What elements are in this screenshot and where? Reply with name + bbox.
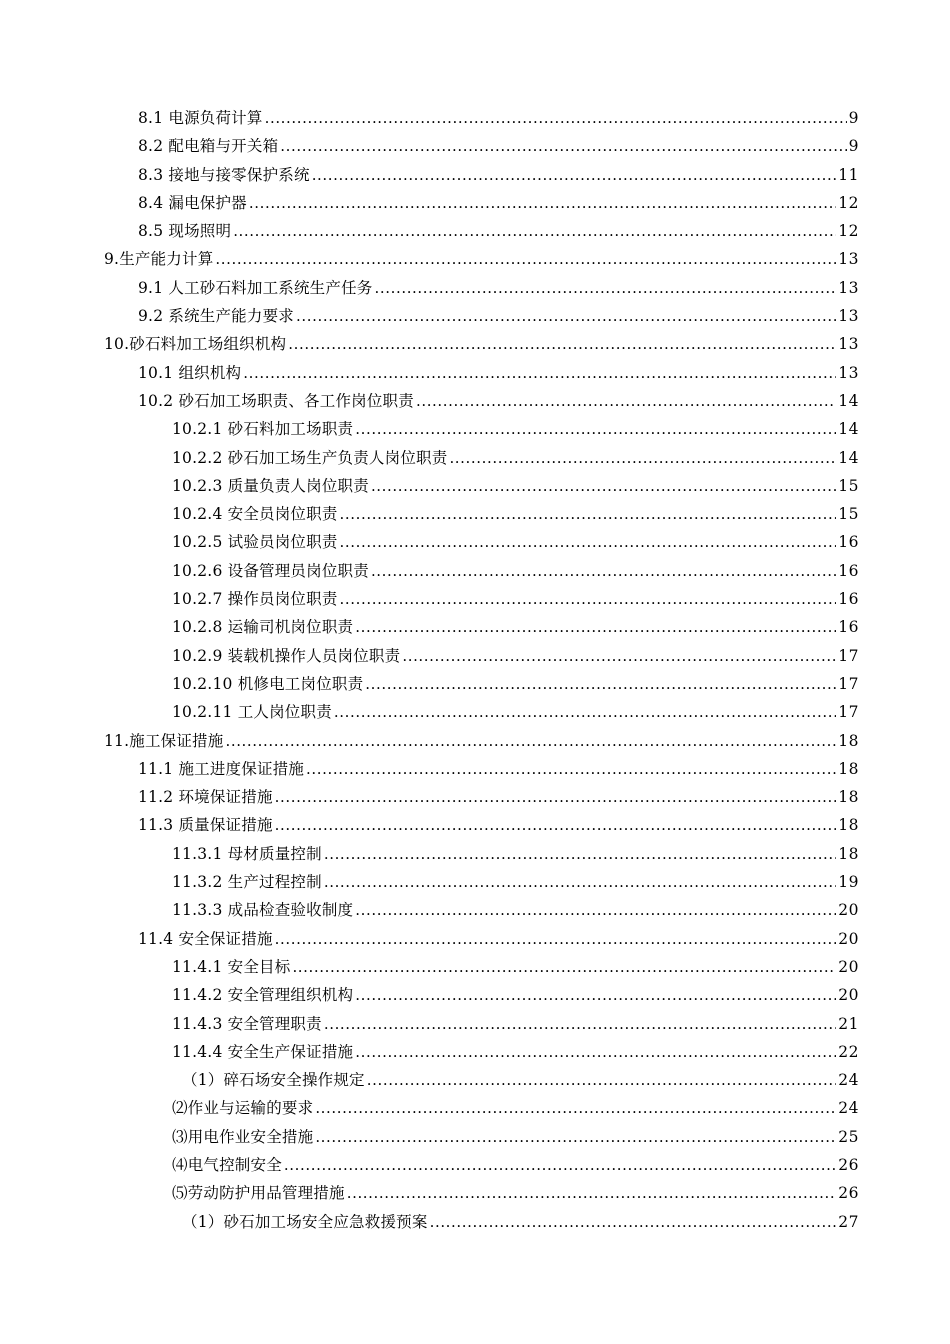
toc-dot-leader bbox=[296, 302, 836, 330]
toc-entry[interactable] bbox=[0, 896, 950, 924]
toc-entry-title: 11.4.2 安全管理组织机构 bbox=[172, 986, 354, 1005]
toc-entry-title: 9.2 系统生产能力要求 bbox=[138, 307, 294, 326]
toc-dot-leader bbox=[243, 359, 836, 387]
toc-entry[interactable] bbox=[0, 217, 950, 245]
toc-entry-page-number: 16 bbox=[838, 618, 859, 637]
toc-dot-leader bbox=[416, 387, 836, 415]
toc-entry[interactable] bbox=[0, 1038, 950, 1066]
toc-entry-page-number: 18 bbox=[838, 788, 859, 807]
toc-entry-page-number: 17 bbox=[838, 674, 859, 693]
toc-entry-title: 10.2.10 机修电工岗位职责 bbox=[172, 674, 364, 693]
toc-entry[interactable] bbox=[0, 245, 950, 273]
toc-entry[interactable] bbox=[0, 925, 950, 953]
toc-entry-title: 11.4 安全保证措施 bbox=[138, 929, 273, 948]
toc-entry[interactable] bbox=[0, 189, 950, 217]
toc-entry-page-number: 15 bbox=[838, 476, 859, 495]
toc-dot-leader bbox=[284, 1151, 836, 1179]
toc-dot-leader bbox=[288, 330, 836, 358]
toc-entry[interactable] bbox=[0, 557, 950, 585]
toc-entry-title: ⑶用电作业安全措施 bbox=[172, 1127, 314, 1146]
toc-dot-leader bbox=[402, 642, 836, 670]
toc-entry-title: 11.3.2 生产过程控制 bbox=[172, 873, 322, 892]
toc-entry-title: 8.5 现场照明 bbox=[138, 222, 232, 241]
toc-entry-page-number: 16 bbox=[838, 533, 859, 552]
toc-entry-title: 10.2.3 质量负责人岗位职责 bbox=[172, 476, 369, 495]
toc-entry-page-number: 22 bbox=[838, 1042, 859, 1061]
toc-entry-title: 9.生产能力计算 bbox=[104, 250, 214, 269]
toc-entry[interactable] bbox=[0, 1010, 950, 1038]
toc-entry[interactable] bbox=[0, 840, 950, 868]
toc-dot-leader bbox=[355, 896, 836, 924]
toc-entry-title: 11.4.1 安全目标 bbox=[172, 957, 291, 976]
toc-entry[interactable] bbox=[0, 670, 950, 698]
toc-entry-page-number: 21 bbox=[838, 1014, 859, 1033]
toc-dot-leader bbox=[449, 444, 836, 472]
toc-dot-leader bbox=[355, 415, 836, 443]
toc-entry-page-number: 14 bbox=[838, 420, 859, 439]
toc-dot-leader bbox=[347, 1179, 837, 1207]
toc-entry-title: 9.1 人工砂石料加工系统生产任务 bbox=[138, 278, 373, 297]
toc-dot-leader bbox=[324, 868, 836, 896]
toc-entry[interactable] bbox=[0, 359, 950, 387]
toc-dot-leader bbox=[371, 557, 836, 585]
toc-entry-title: 8.1 电源负荷计算 bbox=[138, 109, 263, 127]
toc-entry-page-number: 17 bbox=[838, 646, 859, 665]
toc-entry[interactable] bbox=[0, 274, 950, 302]
toc-dot-leader bbox=[312, 161, 837, 189]
toc-entry[interactable] bbox=[0, 727, 950, 755]
toc-dot-leader bbox=[355, 1038, 836, 1066]
toc-entry-title: 10.2.5 试验员岗位职责 bbox=[172, 533, 338, 552]
toc-entry-title: 11.1 施工进度保证措施 bbox=[138, 759, 305, 778]
toc-dot-leader bbox=[324, 840, 836, 868]
toc-entry[interactable] bbox=[0, 472, 950, 500]
toc-entry-page-number: 13 bbox=[838, 250, 859, 269]
toc-entry-title: 10.2.11 工人岗位职责 bbox=[172, 703, 332, 722]
toc-entry-page-number: 18 bbox=[838, 731, 859, 750]
toc-dot-leader bbox=[306, 755, 836, 783]
toc-dot-leader bbox=[275, 783, 837, 811]
toc-entry-page-number: 26 bbox=[838, 1155, 859, 1174]
toc-entry-title: 11.2 环境保证措施 bbox=[138, 788, 273, 807]
toc-dot-leader bbox=[233, 217, 836, 245]
toc-entry-page-number: 19 bbox=[838, 873, 859, 892]
toc-entry-page-number: 20 bbox=[838, 901, 859, 920]
toc-entry-title: 10.2.8 运输司机岗位职责 bbox=[172, 618, 354, 637]
toc-entry-page-number: 13 bbox=[838, 363, 859, 382]
toc-entry-page-number: 18 bbox=[838, 759, 859, 778]
toc-entry[interactable] bbox=[0, 302, 950, 330]
toc-entry-page-number: 12 bbox=[838, 222, 859, 241]
toc-entry-page-number: 14 bbox=[838, 391, 859, 410]
toc-dot-leader bbox=[365, 670, 836, 698]
toc-entry[interactable] bbox=[0, 613, 950, 641]
toc-dot-leader bbox=[374, 274, 836, 302]
toc-entry-page-number: 27 bbox=[838, 1212, 859, 1231]
toc-entry-page-number: 24 bbox=[838, 1071, 859, 1090]
toc-entry[interactable] bbox=[0, 1179, 950, 1207]
toc-entry-title: ⑷电气控制安全 bbox=[172, 1155, 282, 1174]
toc-entry-title: 10.2.6 设备管理员岗位职责 bbox=[172, 561, 369, 580]
toc-entry-page-number: 20 bbox=[838, 929, 859, 948]
toc-entry-page-number: 14 bbox=[838, 448, 859, 467]
toc-entry-title: 8.2 配电箱与开关箱 bbox=[138, 137, 279, 156]
toc-dot-leader bbox=[275, 811, 837, 839]
toc-dot-leader bbox=[324, 1010, 836, 1038]
toc-entry-title: （1）砂石加工场安全应急救援预案 bbox=[182, 1212, 428, 1231]
toc-dot-leader bbox=[371, 472, 836, 500]
toc-dot-leader bbox=[315, 1094, 836, 1122]
toc-entry[interactable] bbox=[0, 981, 950, 1009]
toc-entry[interactable] bbox=[0, 755, 950, 783]
toc-entry-title: ⑸劳动防护用品管理措施 bbox=[172, 1184, 345, 1203]
toc-entry[interactable] bbox=[0, 698, 950, 726]
toc-entry-page-number: 13 bbox=[838, 278, 859, 297]
toc-entry[interactable] bbox=[0, 1123, 950, 1151]
toc-entry-page-number: 17 bbox=[838, 703, 859, 722]
toc-entry[interactable] bbox=[0, 868, 950, 896]
toc-entry[interactable] bbox=[0, 415, 950, 443]
toc-dot-leader bbox=[275, 925, 837, 953]
toc-dot-leader bbox=[340, 528, 837, 556]
toc-entry-title: 10.1 组织机构 bbox=[138, 363, 242, 382]
table-of-contents bbox=[0, 104, 950, 1236]
toc-entry[interactable] bbox=[0, 330, 950, 358]
toc-entry-title: 10.2.1 砂石料加工场职责 bbox=[172, 420, 354, 439]
toc-entry-title: 11.3.3 成品检查验收制度 bbox=[172, 901, 354, 920]
toc-dot-leader bbox=[215, 245, 836, 273]
toc-entry-page-number: 13 bbox=[838, 335, 859, 354]
toc-entry-page-number: 9 bbox=[848, 109, 859, 127]
toc-dot-leader bbox=[225, 727, 836, 755]
toc-entry[interactable] bbox=[0, 642, 950, 670]
toc-dot-leader bbox=[340, 585, 837, 613]
toc-entry-title: 10.2 砂石加工场职责、各工作岗位职责 bbox=[138, 391, 414, 410]
toc-entry[interactable] bbox=[0, 161, 950, 189]
toc-entry-page-number: 24 bbox=[838, 1099, 859, 1118]
toc-dot-leader bbox=[249, 189, 836, 217]
toc-entry-page-number: 9 bbox=[848, 137, 859, 156]
toc-dot-leader bbox=[340, 500, 837, 528]
toc-entry[interactable] bbox=[0, 953, 950, 981]
toc-entry-title: （1）碎石场安全操作规定 bbox=[182, 1071, 365, 1090]
toc-dot-leader bbox=[280, 132, 846, 160]
toc-entry-title: 11.施工保证措施 bbox=[104, 731, 224, 750]
toc-entry-title: 8.3 接地与接零保护系统 bbox=[138, 165, 310, 184]
toc-entry-title: 11.4.3 安全管理职责 bbox=[172, 1014, 322, 1033]
toc-entry-page-number: 20 bbox=[838, 957, 859, 976]
toc-entry[interactable] bbox=[0, 528, 950, 556]
toc-entry-page-number: 13 bbox=[838, 307, 859, 326]
toc-entry[interactable] bbox=[0, 1151, 950, 1179]
toc-entry-page-number: 25 bbox=[838, 1127, 859, 1146]
toc-dot-leader bbox=[367, 1066, 837, 1094]
toc-entry[interactable] bbox=[0, 500, 950, 528]
toc-entry-page-number: 16 bbox=[838, 590, 859, 609]
toc-dot-leader bbox=[430, 1208, 837, 1236]
toc-entry[interactable] bbox=[0, 1208, 950, 1236]
toc-entry[interactable] bbox=[0, 783, 950, 811]
toc-entry[interactable] bbox=[0, 104, 950, 132]
toc-entry-title: 11.4.4 安全生产保证措施 bbox=[172, 1042, 354, 1061]
toc-dot-leader bbox=[355, 981, 836, 1009]
toc-entry-page-number: 16 bbox=[838, 561, 859, 580]
toc-entry[interactable] bbox=[0, 585, 950, 613]
toc-entry-title: 11.3.1 母材质量控制 bbox=[172, 844, 322, 863]
toc-entry[interactable] bbox=[0, 387, 950, 415]
toc-entry-page-number: 11 bbox=[838, 165, 859, 184]
toc-dot-leader bbox=[355, 613, 836, 641]
toc-entry-page-number: 20 bbox=[838, 986, 859, 1005]
toc-entry[interactable] bbox=[0, 1066, 950, 1094]
toc-entry-title: 10.2.4 安全员岗位职责 bbox=[172, 505, 338, 524]
toc-entry-page-number: 26 bbox=[838, 1184, 859, 1203]
toc-entry-title: 10.2.9 装载机操作人员岗位职责 bbox=[172, 646, 401, 665]
toc-dot-leader bbox=[315, 1123, 836, 1151]
toc-entry-page-number: 12 bbox=[838, 193, 859, 212]
toc-entry-page-number: 18 bbox=[838, 816, 859, 835]
toc-entry-title: 10.砂石料加工场组织机构 bbox=[104, 335, 287, 354]
toc-entry-page-number: 18 bbox=[838, 844, 859, 863]
toc-entry[interactable] bbox=[0, 1094, 950, 1122]
toc-dot-leader bbox=[334, 698, 836, 726]
toc-entry-title: 10.2.2 砂石加工场生产负责人岗位职责 bbox=[172, 448, 448, 467]
toc-dot-leader bbox=[265, 104, 847, 132]
toc-entry[interactable] bbox=[0, 444, 950, 472]
toc-entry[interactable] bbox=[0, 132, 950, 160]
toc-entry-title: 10.2.7 操作员岗位职责 bbox=[172, 590, 338, 609]
toc-entry[interactable] bbox=[0, 811, 950, 839]
toc-entry-title: 8.4 漏电保护器 bbox=[138, 193, 247, 212]
toc-entry-page-number: 15 bbox=[838, 505, 859, 524]
toc-dot-leader bbox=[292, 953, 836, 981]
toc-entry-title: 11.3 质量保证措施 bbox=[138, 816, 273, 835]
toc-entry-title: ⑵作业与运输的要求 bbox=[172, 1099, 314, 1118]
